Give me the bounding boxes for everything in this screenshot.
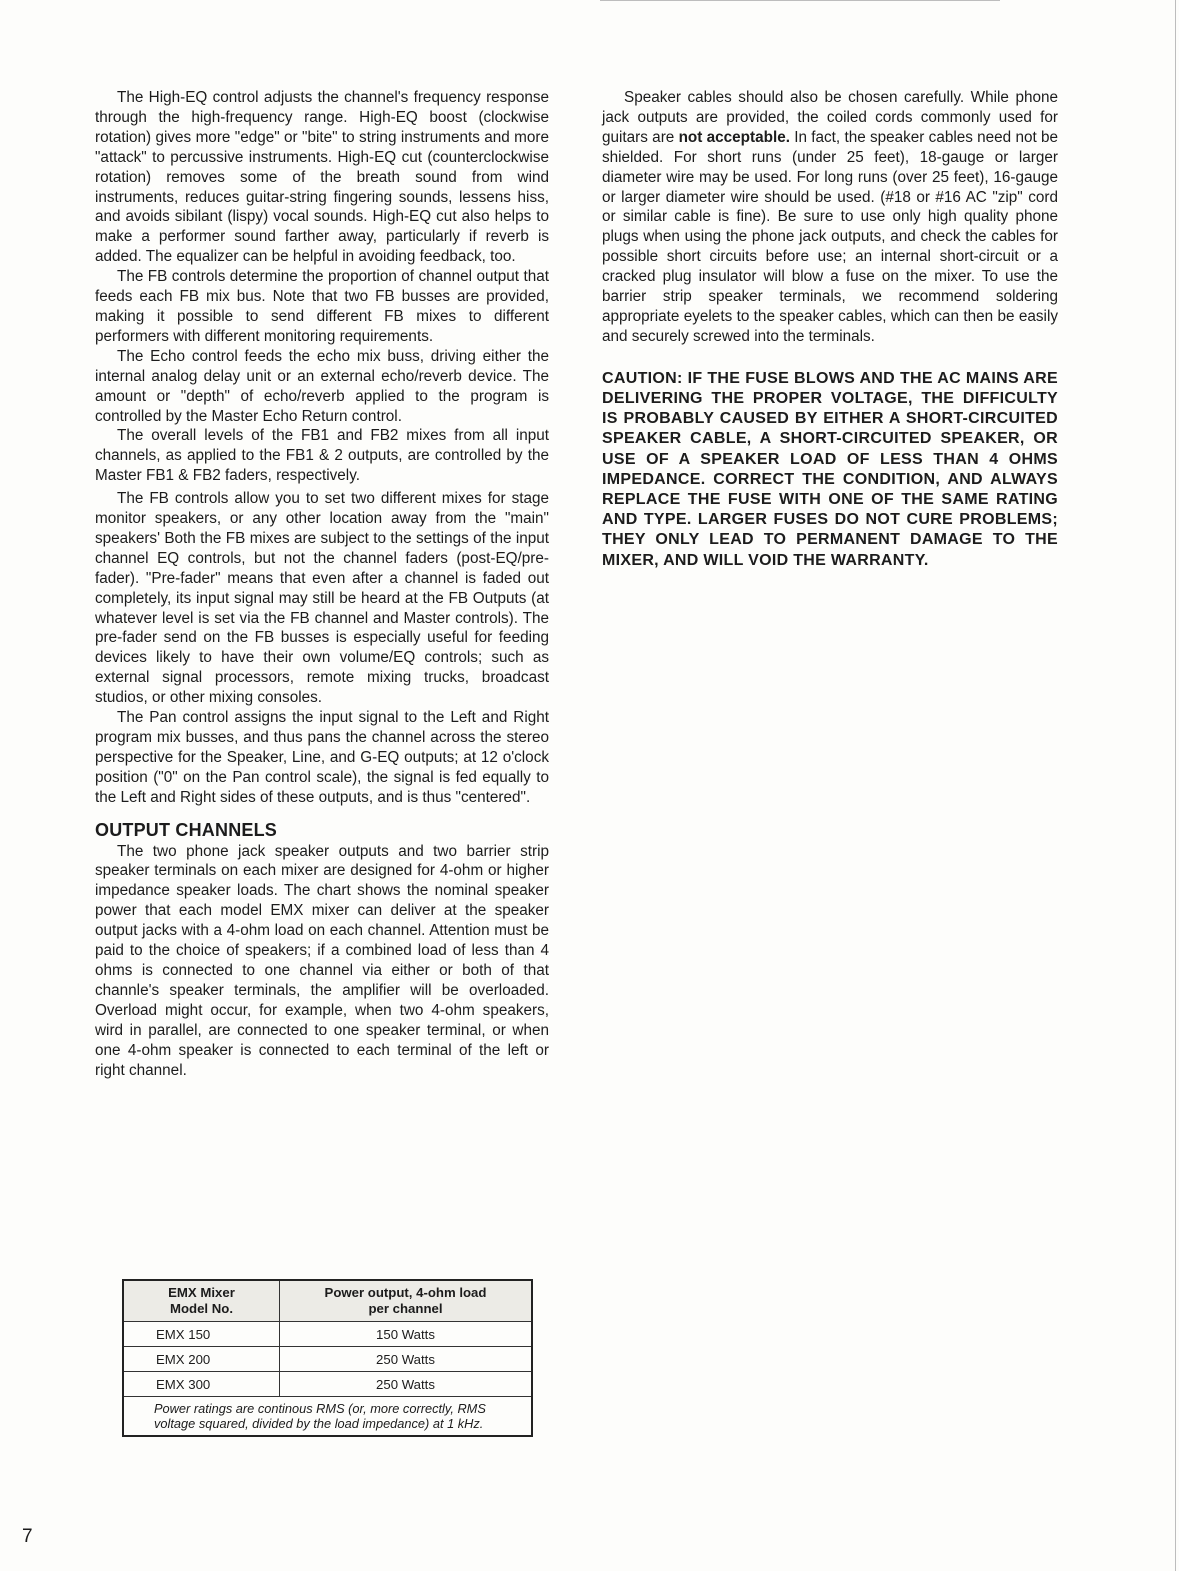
fb-monitor-paragraph: The FB controls allow you to set two different mixes for stage monitor speakers, or any other location away from the "main" speakers' Both the FB mixes are subject to the settings of the input channel EQ controls, but not the channel faders (post-EQ/pre-fader). "Pre-fader" means that even after a channel is faded out completely, its input signal may still be heard at the FB Outputs (at whatever level is set via the FB channel and Master controls). The pre-fader send on the FB busses is especially useful for feeding devices likely to have their own volume/EQ controls; such as external signal processors, remote mixing trucks, broadcast studios, or other mixing consoles.	[95, 490, 549, 707]
model-header-line2: Model No.	[169, 1301, 233, 1316]
scan-edge-line	[1175, 0, 1176, 1571]
power-rating-footnote: Power ratings are continous RMS (or, more correctly, RMS voltage squared, divided by the load impedance) at 1 kHz.	[123, 1397, 532, 1437]
table-row	[123, 1372, 532, 1397]
power-cell: 250 Watts	[280, 1372, 533, 1397]
power-output-table	[122, 1279, 533, 1437]
fb-master-paragraph: The overall levels of the FB1 and FB2 mixes from all input channels, as applied to the FB1 & 2 outputs, are controlled by the Master FB1 & FB2 faders, respectively.	[95, 427, 549, 485]
output-channels-paragraph: The two phone jack speaker outputs and two barrier strip speaker terminals on each mixer are designed for 4-ohm or higher impedance speaker loads. The chart shows the nominal speaker power that each model EMX mixer can deliver at the speaker output jacks with a 4-ohm load on each channel. Attention must be paid to the choice of speakers; if a combined load of less than 4 ohms is connected to one channel via either or both of that channle's speaker terminals, the amplifier will be overloaded. Overload might occur, for example, when two 4-ohm speakers, wird in parallel, are connected to one speaker terminal, or when one 4-ohm speaker is connected to each terminal of the left or right channel.	[95, 842, 549, 1079]
echo-control-paragraph: The Echo control feeds the echo mix buss, driving either the internal analog delay unit or an external echo/reverb device. The amount or "depth" of echo/reverb applied to the program is controlled by the Master Echo Return control.	[95, 347, 549, 425]
power-cell: 250 Watts	[280, 1347, 533, 1372]
fb-controls-paragraph: The FB controls determine the proportion of channel output that feeds each FB mix bus. Note that two FB busses are provided, making it possible to send different FB mixes to different performers with different monitoring requirements.	[95, 268, 549, 345]
output-channels-heading: OUTPUT CHANNELS	[95, 819, 277, 840]
model-column-header	[123, 1280, 280, 1322]
right-column	[602, 88, 1058, 571]
table-footnote-row	[123, 1397, 532, 1437]
not-acceptable-emphasis: not acceptable.	[678, 128, 790, 146]
caution-warning: CAUTION: IF THE FUSE BLOWS AND THE AC MAINS ARE DELIVERING THE PROPER VOLTAGE, THE DIFFICULTY IS PROBABLY CAUSED BY EITHER A SHORT-CIRCUITED SPEAKER CABLE, A SHORT-CIRCUITED SPEAKER, OR USE OF A SPEAKER LOAD OF LESS THAN 4 OHMS IMPEDANCE. CORRECT THE CONDITION, AND ALWAYS REPLACE THE FUSE WITH ONE OF THE SAME RATING AND TYPE. LARGER FUSES DO NOT CURE PROBLEMS; THEY ONLY LEAD TO PERMANENT DAMAGE TO THE MIXER, AND WILL VOID THE WARRANTY.	[602, 369, 1058, 569]
model-cell: EMX 150	[123, 1322, 280, 1347]
high-eq-paragraph: The High-EQ control adjusts the channel's frequency response through the high-frequency range. High-EQ boost (clockwise rotation) gives more "edge" or "bite" to string instruments and more "attack" to percussive instruments. High-EQ cut (counterclockwise rotation) removes some of the breath sound from wind instruments, reduces guitar-string fingering sounds, lessens hiss, and avoids sibilant (lispy) vocal sounds. High-EQ cut also helps to make a performer sound farther away, particularly if reverb is added. The equalizer can be helpful in avoiding feedback, too.	[95, 89, 549, 266]
left-column	[95, 88, 549, 1080]
speaker-cables-paragraph	[602, 88, 1058, 347]
scan-top-line	[600, 0, 1000, 1]
power-column-header	[280, 1280, 533, 1322]
table-row	[123, 1347, 532, 1372]
power-header-line2: per channel	[368, 1301, 443, 1316]
pan-control-paragraph: The Pan control assigns the input signal to the Left and Right program mix busses, and thus pans the channel across the stereo perspective for the Speaker, Line, and G-EQ outputs; at 12 o'clock position ("0" on the Pan control scale), the signal is fed equally to the Left and Right sides of these outputs, and is thus "centered".	[95, 709, 549, 806]
model-cell: EMX 200	[123, 1347, 280, 1372]
speaker-cables-text-b: In fact, the speaker cables need not be shielded. For short runs (under 25 feet), 18-gauge or larger diameter wire may be used. For long runs (over 25 feet), 16-gauge or larger diameter wire should be used. (#18 or #16 AC "zip" cord or similar cable is fine). Be sure to use only high quality phone plugs when using the phone jack outputs, and check the cables for possible short circuits before use; an internal short-circuit or a cracked plug insulator will blow a fuse on the mixer. To use the barrier strip speaker terminals, we recommend soldering appropriate eyelets to the speaker cables, which can then be easily and securely screwed into the terminals.	[602, 128, 1059, 345]
model-header-line1: EMX Mixer	[168, 1285, 235, 1300]
table-row	[123, 1322, 532, 1347]
power-header-line1: Power output, 4-ohm load	[324, 1285, 487, 1300]
page-number: 7	[22, 1526, 33, 1547]
speaker-cables-text-a: Speaker cables should also be chosen carefully. While phone jack outputs are provided, the coiled cords commonly used for guitars are	[602, 89, 1058, 146]
table-header-row	[123, 1280, 532, 1322]
model-cell: EMX 300	[123, 1372, 280, 1397]
power-cell: 150 Watts	[280, 1322, 533, 1347]
